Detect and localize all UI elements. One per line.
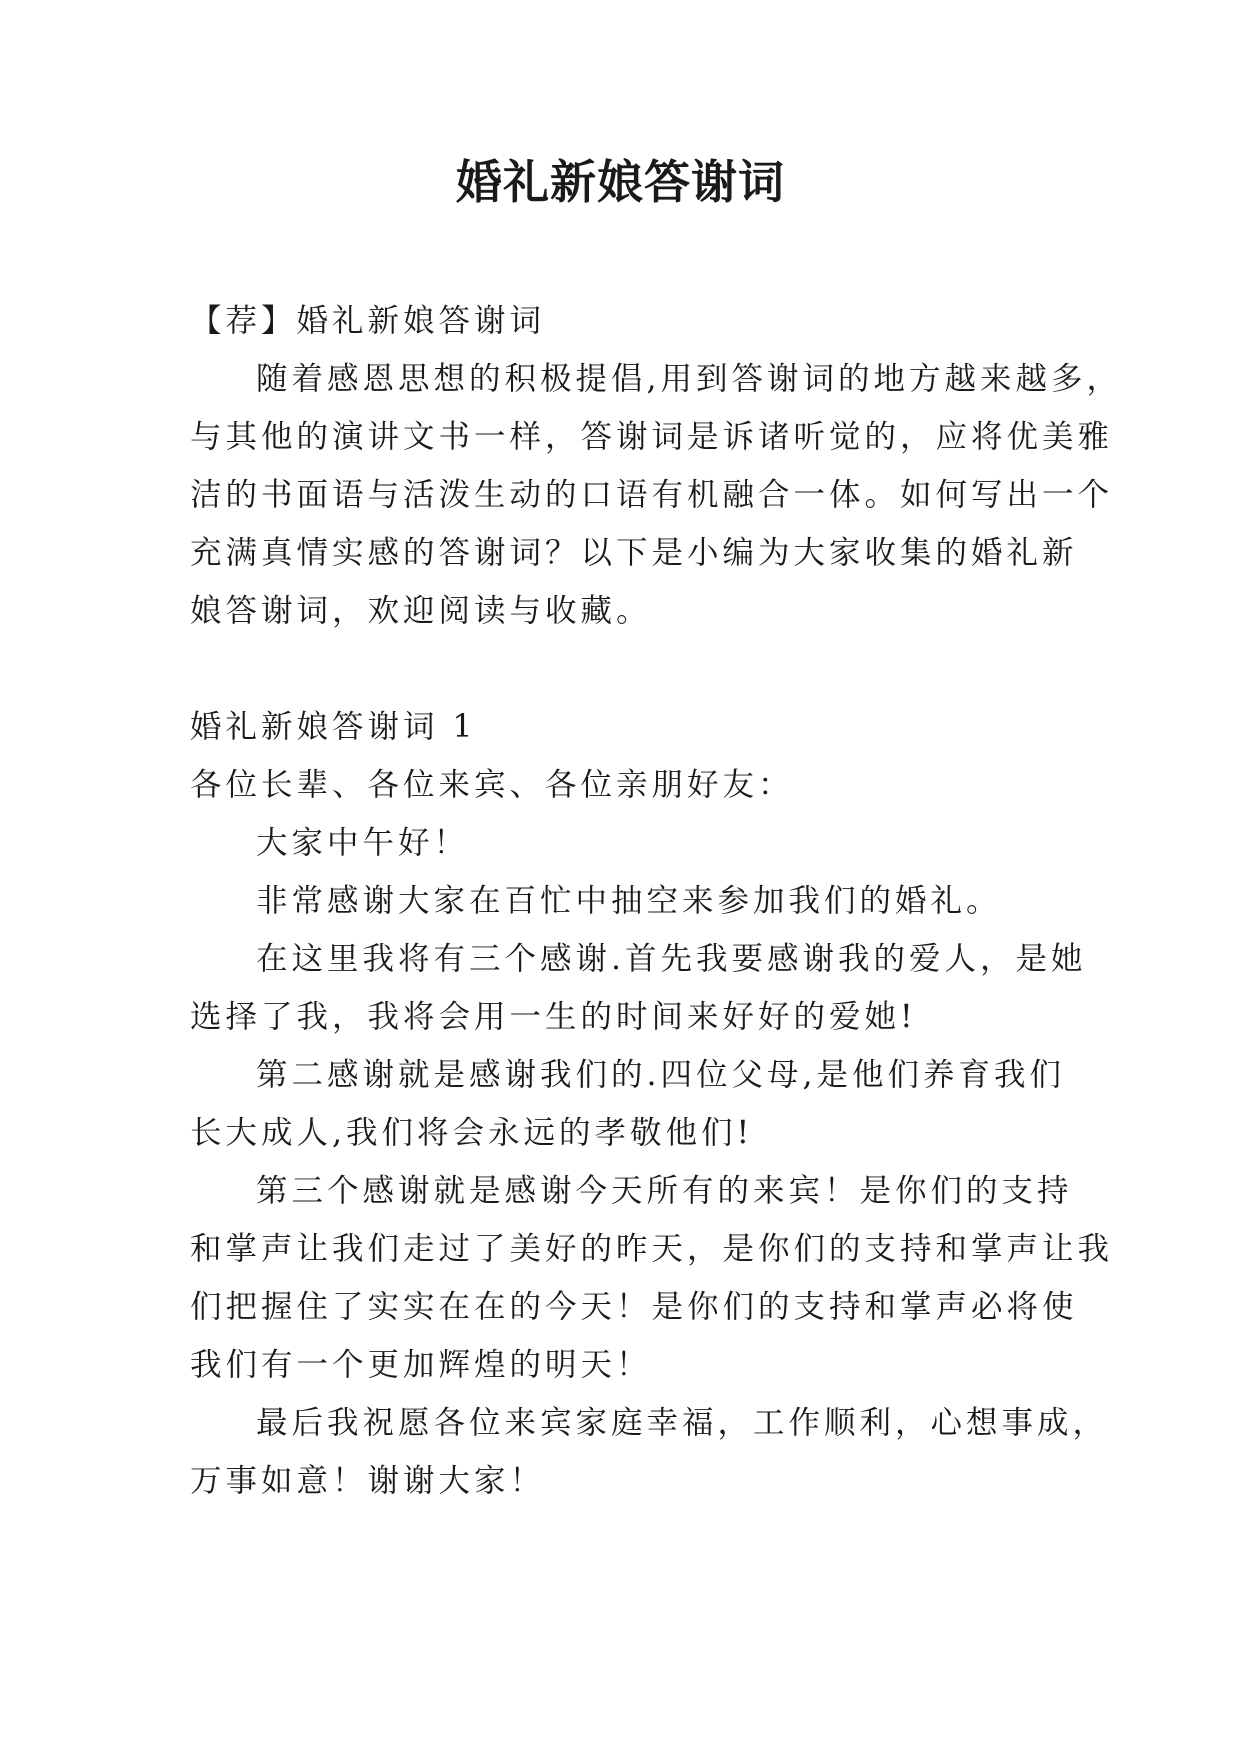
speech-line: 非常感谢大家在百忙中抽空来参加我们的婚礼。: [256, 883, 1002, 919]
speech-line: 最后我祝愿各位来宾家庭幸福，工作顺利，心想事成，: [256, 1405, 1109, 1441]
speech-line: 我们有一个更加辉煌的明天！: [190, 1347, 652, 1383]
intro-line: 随着感恩思想的积极提倡,用到答谢词的地方越来越多，: [256, 361, 1123, 397]
speech-line: 万事如意！谢谢大家！: [190, 1463, 546, 1499]
speech-line: 长大成人,我们将会永远的孝敬他们!: [190, 1115, 754, 1151]
intro-line: 娘答谢词，欢迎阅读与收藏。: [190, 593, 652, 629]
subtitle: 【荐】婚礼新娘答谢词: [190, 303, 546, 339]
speech-line: 大家中午好！: [256, 825, 470, 861]
intro-line: 与其他的演讲文书一样，答谢词是诉诸听觉的，应将优美雅: [190, 419, 1114, 455]
speech-line: 们把握住了实实在在的今天！是你们的支持和掌声必将使: [190, 1289, 1078, 1325]
speech-line: 和掌声让我们走过了美好的昨天，是你们的支持和掌声让我: [190, 1231, 1114, 1267]
intro-line: 充满真情实感的答谢词？以下是小编为大家收集的婚礼新: [190, 535, 1078, 571]
paragraph-gap: [190, 640, 1070, 698]
speech-line: 选择了我，我将会用一生的时间来好好的爱她!: [190, 999, 917, 1035]
speech-line: 第二感谢就是感谢我们的.四位父母,是他们养育我们: [256, 1057, 1066, 1093]
document-title: 婚礼新娘答谢词: [456, 155, 785, 209]
salutation: 各位长辈、各位来宾、各位亲朋好友：: [190, 767, 794, 803]
speech-line: 第三个感谢就是感谢今天所有的来宾！是你们的支持: [256, 1173, 1073, 1209]
document-body: [190, 292, 1123, 1510]
section-heading: 婚礼新娘答谢词 1: [190, 709, 477, 745]
intro-line: 洁的书面语与活泼生动的口语有机融合一体。如何写出一个: [190, 477, 1114, 513]
speech-line: 在这里我将有三个感谢.首先我要感谢我的爱人，是她: [256, 941, 1087, 977]
